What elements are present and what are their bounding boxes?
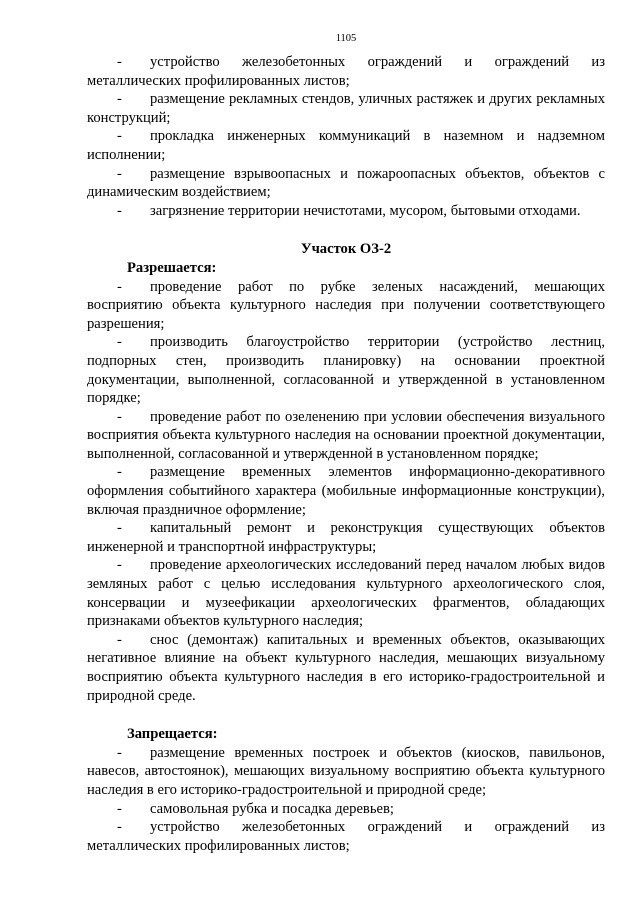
list-item <box>87 519 605 556</box>
list-bullet: - <box>117 744 122 761</box>
list-item-text: капитальный ремонт и реконструкция существующих объектов инженерной и транспортной инфраструктуры; <box>87 520 605 555</box>
list-item-text: размещение взрывоопасных и пожароопасных объектов, объектов с динамическим воздействием; <box>87 165 605 201</box>
list-item-text: проведение археологических исследований перед началом любых видов земляных работ с целью исследования культурного археологического слоя, консервации и музеефикации археологических фрагментов, обладающих признаками объектов культурного наследия; <box>87 557 605 630</box>
list-item <box>87 556 605 630</box>
list-item <box>87 463 605 519</box>
list-bullet: - <box>117 800 122 817</box>
list-bullet: - <box>117 202 122 219</box>
forbidden-heading: Запрещается: <box>127 726 218 743</box>
list-bullet: - <box>117 557 122 574</box>
list-item <box>87 408 605 464</box>
list-item <box>87 53 605 90</box>
list-item <box>87 631 605 705</box>
list-item <box>87 744 605 800</box>
page-number: 1105 <box>335 33 357 44</box>
list-item-text: производить благоустройство территории (устройство лестниц, подпорных стен, производить планировку) на основании проектной документации, выполненной, согласованной и утвержденной в установленном порядке; <box>87 334 605 407</box>
list-bullet: - <box>117 631 122 648</box>
list-item <box>87 202 605 221</box>
list-item <box>87 333 605 407</box>
list-item-text: проведение работ по озеленению при условии обеспечения визуального восприятия объекта культурного наследия на основании проектной документации, выполненной, согласованной и утвержденной в установленном порядке; <box>87 408 605 462</box>
list-bullet: - <box>117 819 122 836</box>
list-item-text: проведение работ по рубке зеленых насаждений, мешающих восприятию объекта культурного наследия при получении соответствующего разрешения; <box>87 278 605 332</box>
list-bullet: - <box>117 278 122 295</box>
list-item-text: снос (демонтаж) капитальных и временных объектов, оказывающих негативное влияние на объект культурного наследия, мешающих визуальному восприятию объекта культурного наследия в его историко-градостроительной и природной среде. <box>87 631 605 704</box>
list-item <box>87 818 605 855</box>
list-item-text: самовольная рубка и посадка деревьев; <box>150 800 394 817</box>
list-item <box>87 127 605 164</box>
list-item <box>87 800 605 819</box>
list-item <box>87 278 605 334</box>
list-bullet: - <box>117 165 122 182</box>
list-bullet: - <box>117 334 122 351</box>
allowed-heading: Разрешается: <box>127 259 217 276</box>
allowed-list <box>87 278 605 706</box>
list-bullet: - <box>117 128 122 145</box>
list-item-text: размещение временных построек и объектов (киосков, павильонов, навесов, автостоянок), мешающих визуальному восприятию объекта культурного наследия в его историко-градостроительной и природной среде; <box>87 744 605 798</box>
list-bullet: - <box>117 464 122 481</box>
list-item-text: загрязнение территории нечистотами, мусором, бытовыми отходами. <box>150 202 581 219</box>
list-item <box>87 165 605 202</box>
list-item-text: устройство железобетонных ограждений и ограждений из металлических профилированных листов; <box>87 54 605 89</box>
list-item-text: размещение временных элементов информационно-декоративного оформления событийного характера (мобильные информационные конструкции), включая праздничное оформление; <box>87 464 605 518</box>
list-item-text: устройство железобетонных ограждений и ограждений из металлических профилированных листов; <box>87 819 605 854</box>
list-bullet: - <box>117 54 122 70</box>
list-bullet: - <box>117 408 122 425</box>
top-list <box>87 53 605 220</box>
section-title: Участок ОЗ-2 <box>300 241 392 258</box>
list-item-text: размещение рекламных стендов, уличных растяжек и других рекламных конструкций; <box>87 91 605 126</box>
forbidden-list <box>87 744 605 856</box>
list-item <box>87 90 605 127</box>
list-bullet: - <box>117 520 122 537</box>
list-bullet: - <box>117 91 122 108</box>
list-item-text: прокладка инженерных коммуникаций в наземном и надземном исполнении; <box>87 128 605 163</box>
